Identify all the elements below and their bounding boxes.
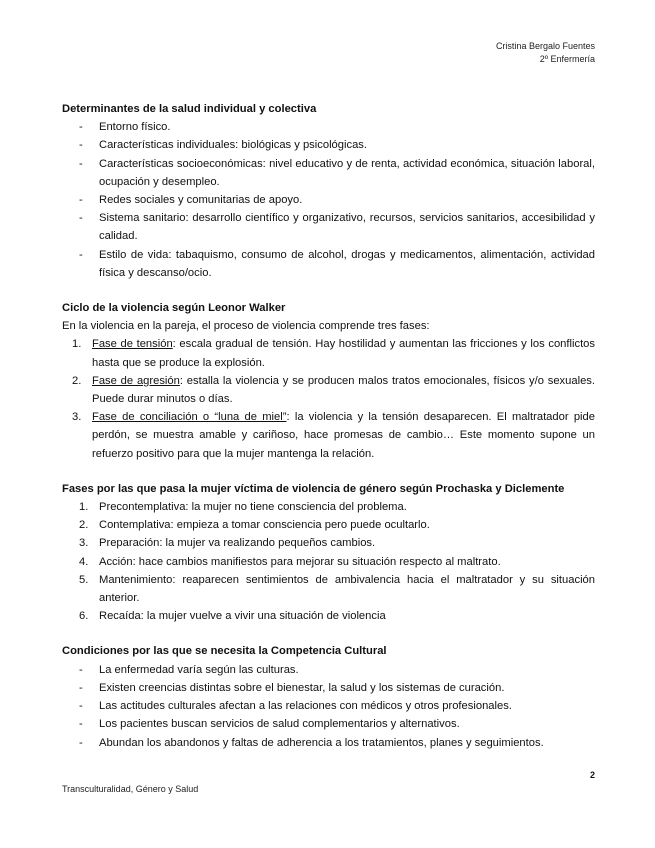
section-title: Fases por las que pasa la mujer víctima de violencia de género según Prochaska y Diclemente xyxy=(62,482,565,495)
list-item xyxy=(62,607,595,625)
list-item xyxy=(62,534,595,552)
section-intro: En la violencia en la pareja, el proceso de violencia comprende tres fases: xyxy=(62,320,430,333)
item-text: Acción: hace cambios manifiestos para mejorar su situación respecto al maltrato. xyxy=(99,555,501,568)
item-number: 1. xyxy=(72,338,82,351)
item-number: 4. xyxy=(79,555,89,568)
item-term: Fase de conciliación o “luna de miel” xyxy=(92,411,287,424)
header-course: 2º Enfermería xyxy=(539,54,595,64)
item-number: 3. xyxy=(79,537,89,550)
item-text: Contemplativa: empieza a tomar consciencia pero puede ocultarlo. xyxy=(99,519,430,532)
list-item xyxy=(62,408,595,463)
list-item xyxy=(62,553,595,571)
list-item: - Los pacientes buscan servicios de salud complementarios y alternativos. xyxy=(62,715,595,733)
list-item xyxy=(62,516,595,534)
section-title: Determinantes de la salud individual y colectiva xyxy=(62,103,317,115)
item-text: : escala gradual de tensión. Hay hostilidad y aumentan las fricciones y los conflictos hasta que se produce la explosión. xyxy=(92,338,595,369)
list-item xyxy=(62,571,595,607)
numbered-list xyxy=(62,498,595,625)
list-item: - Entorno físico. xyxy=(62,118,595,136)
item-number: 1. xyxy=(79,501,89,514)
list-item: - Abundan los abandonos y faltas de adherencia a los tratamientos, planes y seguimientos. xyxy=(62,734,595,752)
list-item xyxy=(62,498,595,516)
page-header xyxy=(496,40,595,66)
item-term: Fase de tensión xyxy=(92,338,173,351)
item-number: 5. xyxy=(79,573,89,586)
item-number: 2. xyxy=(72,374,82,387)
section-title: Ciclo de la violencia según Leonor Walker xyxy=(62,302,286,315)
list-item: - Las actitudes culturales afectan a las relaciones con médicos y otros profesionales. xyxy=(62,697,595,715)
section-title: Condiciones por las que se necesita la Competencia Cultural xyxy=(62,645,387,658)
item-text: Mantenimiento: reaparecen sentimientos de ambivalencia hacia el maltratador y su situación anterior. xyxy=(99,573,595,605)
list-item: - Características individuales: biológicas y psicológicas. xyxy=(62,136,595,154)
item-text: Preparación: la mujer va realizando pequeños cambios. xyxy=(99,537,376,550)
list-item: - Características socioeconómicas: nivel educativo y de renta, actividad económica, situación laboral, ocupación y desempleo. xyxy=(62,155,595,191)
bullet-list xyxy=(62,118,595,282)
section-ciclo-violencia xyxy=(62,299,595,463)
header-author: Cristina Bergalo Fuentes xyxy=(495,41,595,51)
page-content xyxy=(62,100,595,769)
numbered-list xyxy=(62,335,595,462)
page-number: 2 xyxy=(589,770,595,780)
list-item: - Existen creencias distintas sobre el bienestar, la salud y los sistemas de curación. xyxy=(62,679,595,697)
item-text: Recaída: la mujer vuelve a vivir una situación de violencia xyxy=(99,610,386,623)
section-determinantes xyxy=(62,100,595,282)
list-item: - Sistema sanitario: desarrollo científico y organizativo, recursos, servicios sanitarios, accesibilidad y calidad. xyxy=(62,209,595,245)
list-item: - La enfermedad varía según las culturas. xyxy=(62,661,595,679)
item-text: Precontemplativa: la mujer no tiene consciencia del problema. xyxy=(99,501,407,514)
section-fases-prochaska xyxy=(62,480,595,626)
section-competencia-cultural xyxy=(62,642,595,751)
list-item: - Estilo de vida: tabaquismo, consumo de alcohol, drogas y medicamentos, alimentación, actividad física y descanso/ocio. xyxy=(62,246,595,282)
item-number: 2. xyxy=(79,519,89,532)
item-text: : estalla la violencia y se producen malos tratos emocionales, físicos y/o sexuales. Puede durar minutos o días. xyxy=(92,374,595,406)
item-term: Fase de agresión xyxy=(92,374,180,387)
item-number: 3. xyxy=(72,411,82,424)
bullet-list xyxy=(62,661,595,752)
item-number: 6. xyxy=(79,610,89,623)
list-item: - Redes sociales y comunitarias de apoyo. xyxy=(62,191,595,209)
page-footer: Transculturalidad, Género y Salud xyxy=(62,784,199,794)
list-item xyxy=(62,335,595,371)
item-text: : la violencia y la tensión desaparecen. El maltratador pide perdón, se muestra amable y cariñoso, hace promesas de cambio… Este momento supone un refuerzo positivo para que la mujer mantenga la relación. xyxy=(92,411,595,460)
list-item xyxy=(62,372,595,408)
